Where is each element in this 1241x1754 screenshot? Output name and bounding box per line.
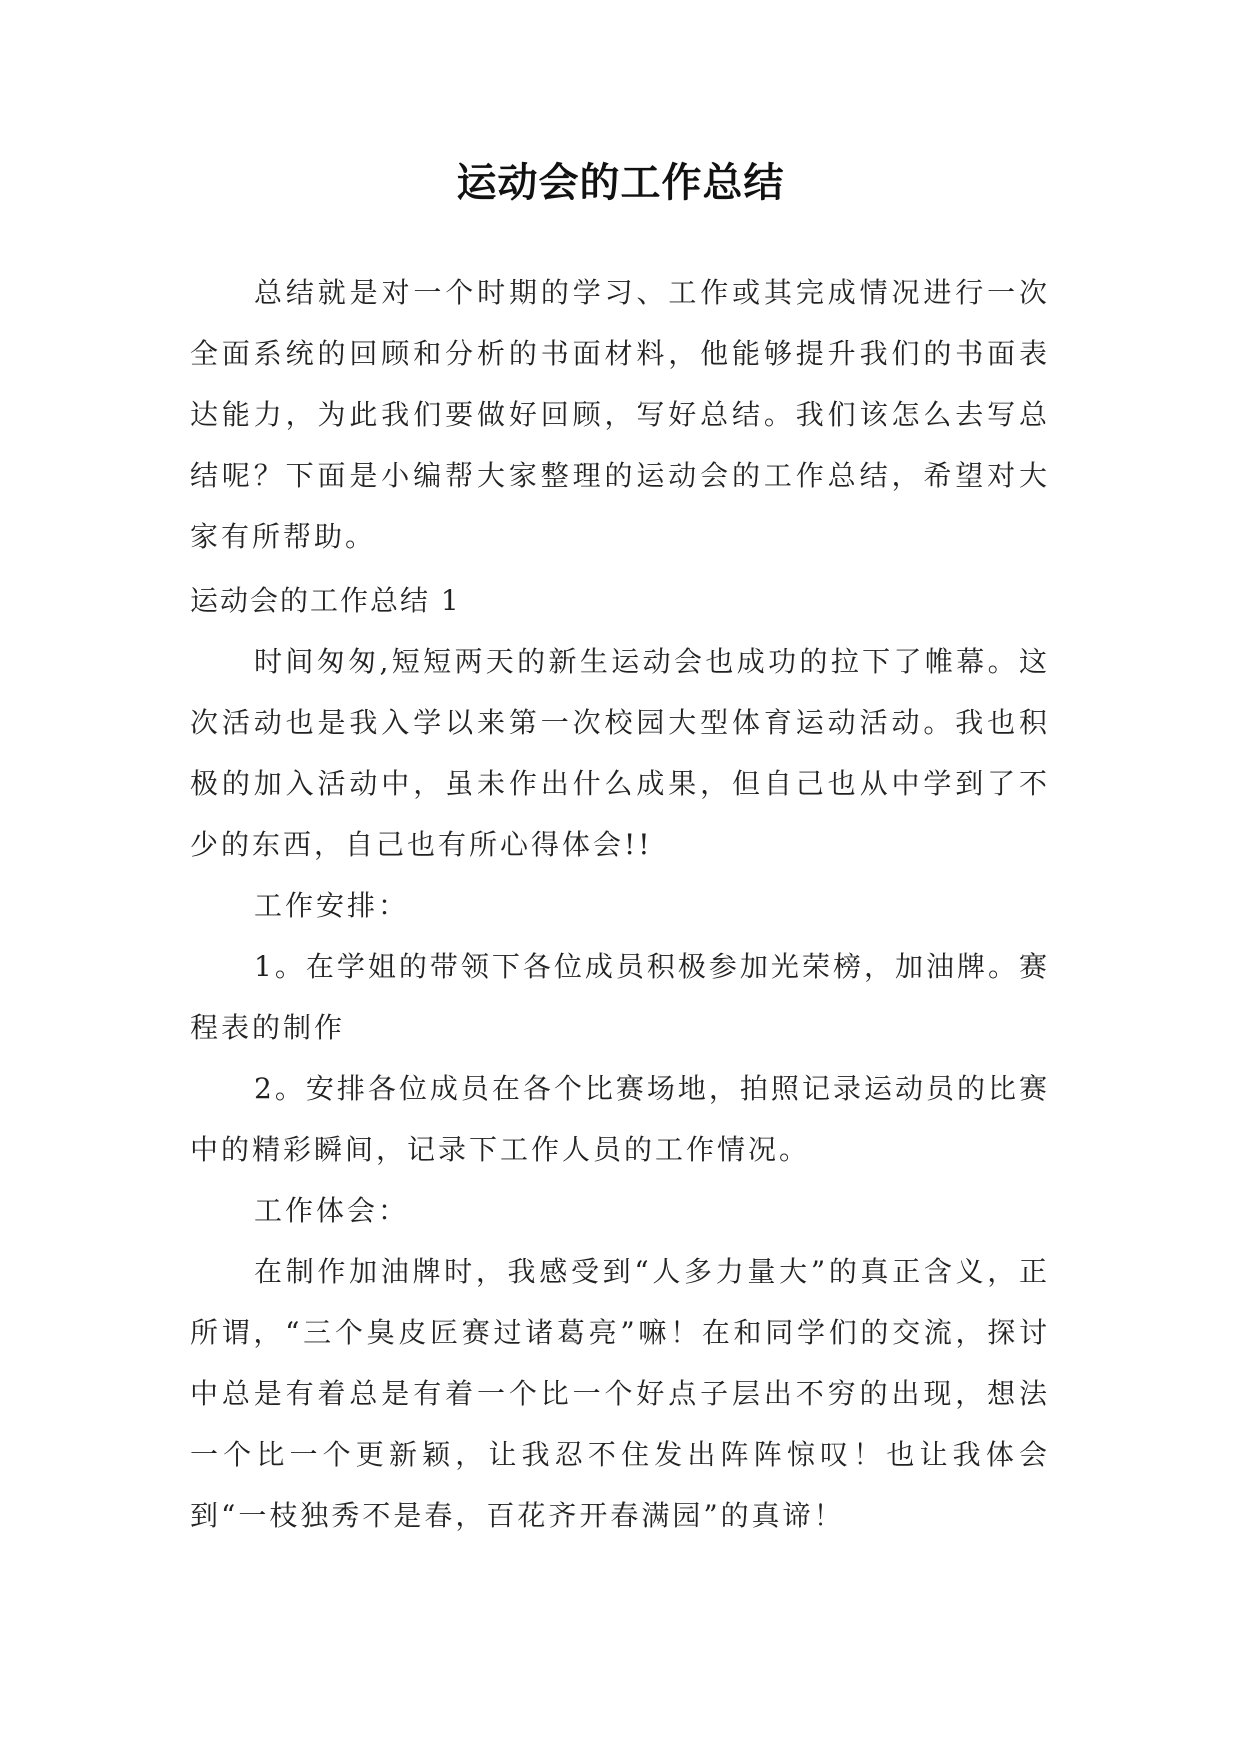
paragraph-work-experience-heading: 工作体会：	[254, 1194, 410, 1227]
section-heading: 运动会的工作总结 1	[190, 584, 461, 617]
paragraph-item-2: 2。安排各位成员在各个比赛场地，拍照记录运动员的比赛中的精彩瞬间，记录下工作人员的工作情况。	[190, 1072, 1050, 1166]
intro-paragraph: 总结就是对一个时期的学习、工作或其完成情况进行一次全面系统的回顾和分析的书面材料，他能够提升我们的书面表达能力，为此我们要做好回顾，写好总结。我们该怎么去写总结呢？下面是小编帮大家整理的运动会的工作总结，希望对大家有所帮助。	[190, 276, 1050, 553]
paragraph-experience: 在制作加油牌时，我感受到“人多力量大”的真正含义，正所谓，“三个臭皮匠赛过诸葛亮”嘛！在和同学们的交流，探讨中总是有着总是有着一个比一个好点子层出不穷的出现，想法一个比一个更新颖，让我忍不住发出阵阵惊叹！也让我体会到“一枝独秀不是春，百花齐开春满园”的真谛！	[190, 1255, 1050, 1532]
paragraph-work-arrangement-heading: 工作安排：	[254, 889, 410, 922]
paragraph-1: 时间匆匆,短短两天的新生运动会也成功的拉下了帷幕。这次活动也是我入学以来第一次校园大型体育运动活动。我也积极的加入活动中，虽未作出什么成果，但自己也从中学到了不少的东西，自己也有所心得体会!!	[190, 645, 1050, 861]
paragraph-item-1: 1。在学姐的带领下各位成员积极参加光荣榜，加油牌。赛程表的制作	[190, 950, 1050, 1044]
document-title: 运动会的工作总结	[456, 159, 785, 206]
